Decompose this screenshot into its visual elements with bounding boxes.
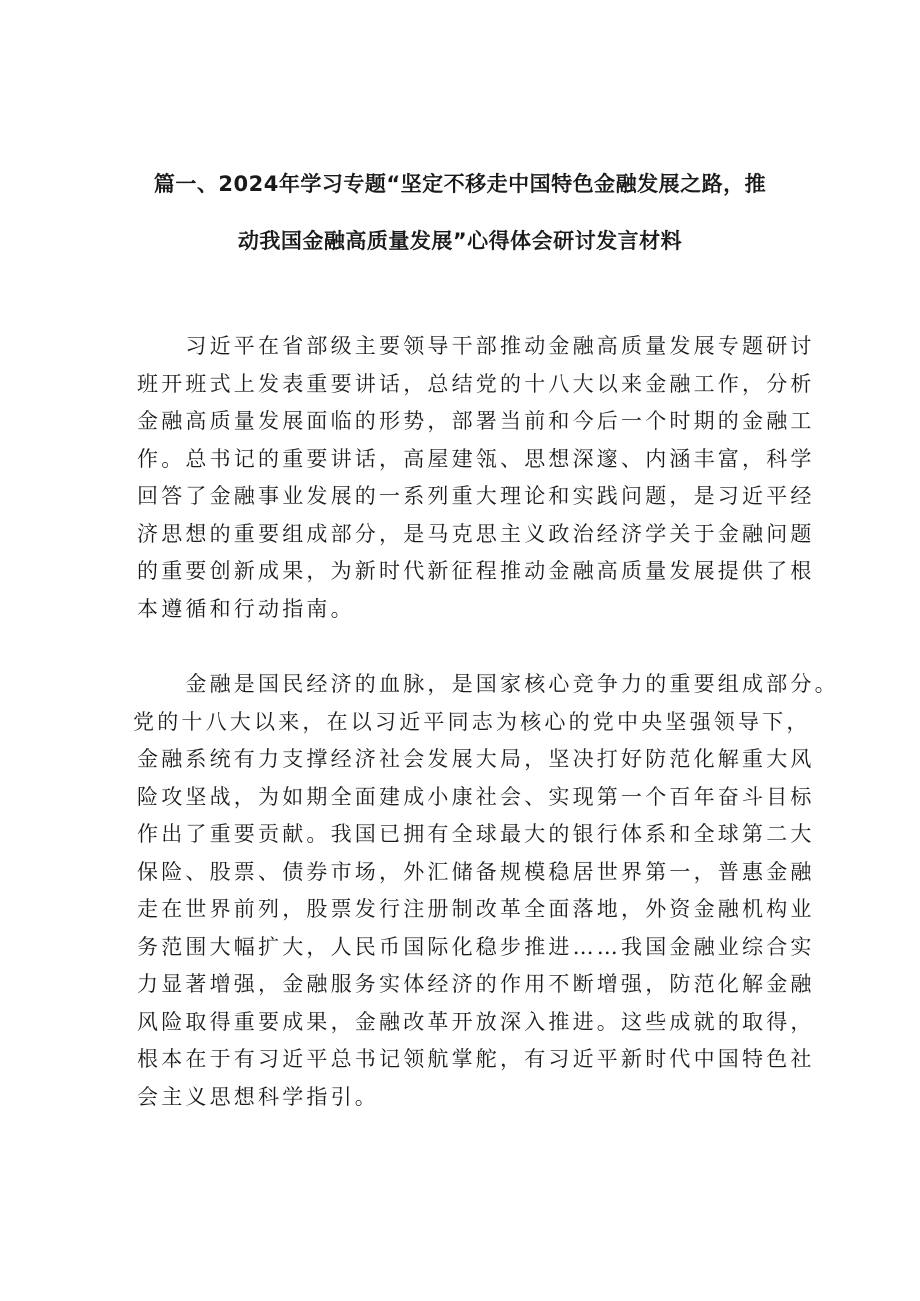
paragraph-line: 回答了金融事业发展的一系列重大理论和实践问题，是习近平经 <box>137 484 815 508</box>
paragraph-line: 根本在于有习近平总书记领航掌舵，有习近平新时代中国特色社 <box>137 1047 815 1071</box>
paragraph-line: 党的十八大以来，在以习近平同志为核心的党中央坚强领导下， <box>133 709 811 734</box>
paragraph-line: 会主义思想科学指引。 <box>137 1084 379 1109</box>
paragraph-line: 班开班式上发表重要讲话，总结党的十八大以来金融工作，分析 <box>137 371 815 396</box>
paragraph-line: 金融是国民经济的血脉，是国家核心竞争力的重要组成部分。 <box>137 672 839 696</box>
document-title-line-1: 篇一、2024年学习专题“坚定不移走中国特色金融发展之路，推 <box>153 172 767 196</box>
paragraph-line: 作。总书记的重要讲话，高屋建瓴、思想深邃、内涵丰富，科学 <box>137 446 815 471</box>
paragraph-line: 保险、股票、债券市场，外汇储备规模稳居世界第一，普惠金融 <box>137 859 815 884</box>
paragraph-line: 风险取得重要成果，金融改革开放深入推进。这些成就的取得， <box>137 1009 815 1034</box>
paragraph-2 <box>133 666 839 1116</box>
paragraph-line: 走在世界前列，股票发行注册制改革全面落地，外资金融机构业 <box>137 897 815 921</box>
paragraph-line: 的重要创新成果，为新时代新征程推动金融高质量发展提供了根 <box>137 559 815 583</box>
paragraph-line: 作出了重要贡献。我国已拥有全球最大的银行体系和全球第二大 <box>137 822 815 846</box>
paragraph-line: 金融系统有力支撑经济社会发展大局，坚决打好防范化解重大风 <box>137 747 815 771</box>
paragraph-line: 习近平在省部级主要领导干部推动金融高质量发展专题研讨 <box>137 334 815 358</box>
paragraph-line: 本遵循和行动指南。 <box>137 596 355 621</box>
paragraph-line: 金融高质量发展面临的形势，部署当前和今后一个时期的金融工 <box>137 409 815 433</box>
paragraph-line: 务范围大幅扩大，人民币国际化稳步推进……我国金融业综合实 <box>137 934 815 959</box>
paragraph-1 <box>137 328 815 628</box>
paragraph-line: 济思想的重要组成部分，是马克思主义政治经济学关于金融问题 <box>137 521 815 546</box>
paragraph-line: 险攻坚战，为如期全面建成小康社会、实现第一个百年奋斗目标 <box>137 784 815 809</box>
document-title-line-2: 动我国金融高质量发展”心得体会研讨发言材料 <box>237 229 683 253</box>
paragraph-line: 力显著增强，金融服务实体经济的作用不断增强，防范化解金融 <box>137 972 815 996</box>
